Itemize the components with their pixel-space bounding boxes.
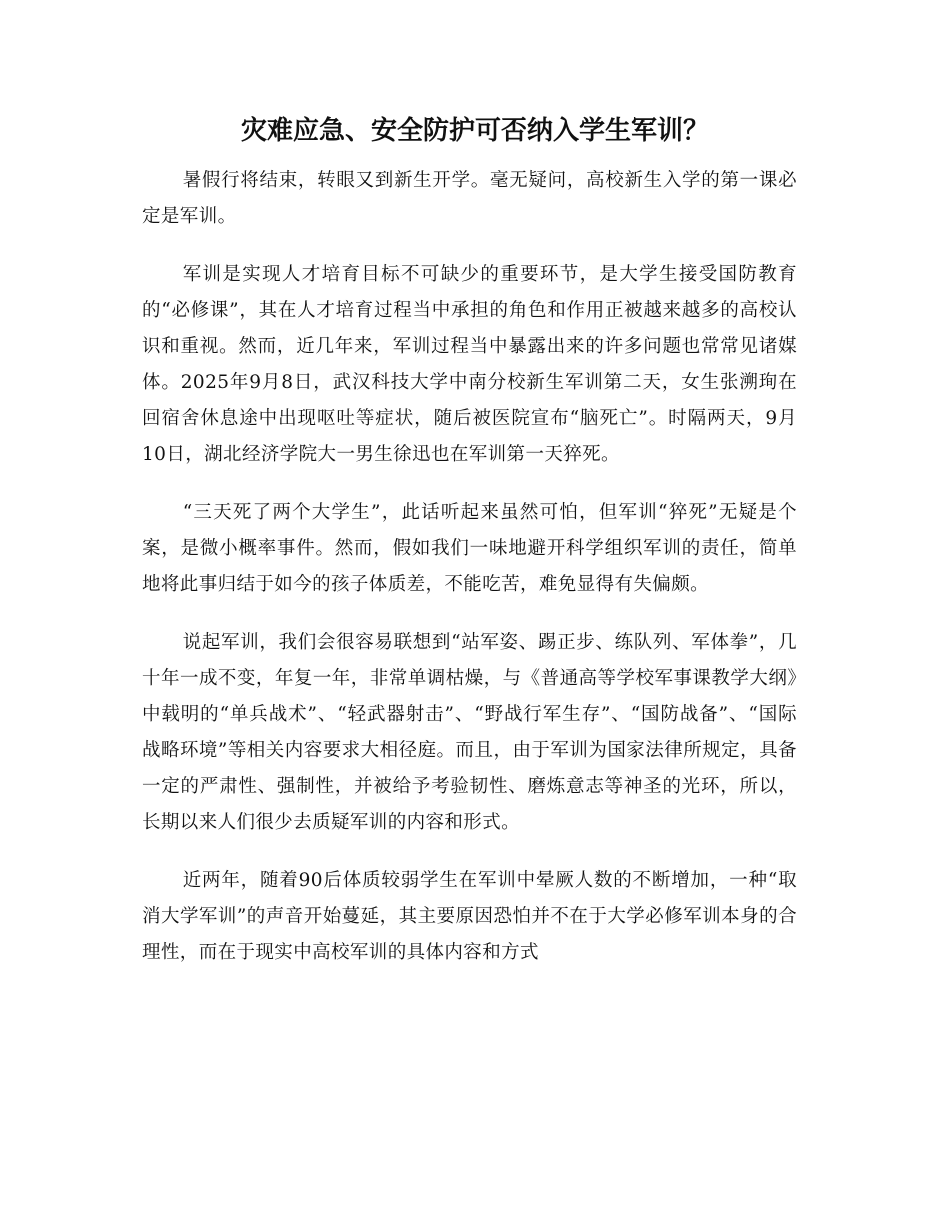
paragraph-1: 暑假行将结束，转眼又到新生开学。毫无疑问，高校新生入学的第一课必定是军训。 xyxy=(142,170,797,227)
document-body xyxy=(142,163,797,993)
paragraph-3: “三天死了两个大学生”，此话听起来虽然可怕，但军训“猝死”无疑是个案，是微小概率事件。然而，假如我们一味地避开科学组织军训的责任，简单地将此事归结于如今的孩子体质差，不能吃苦，难免显得有失偏颇。 xyxy=(142,502,797,595)
paragraph-5: 近两年，随着90后体质较弱学生在军训中晕厥人数的不断增加，一种“取消大学军训”的声音开始蔓延，其主要原因恐怕并不在于大学必修军训本身的合理性，而在于现实中高校军训的具体内容和方式 xyxy=(142,870,797,963)
paragraph-2: 军训是实现人才培育目标不可缺少的重要环节，是大学生接受国防教育的“必修课”，其在人才培育过程当中承担的角色和作用正被越来越多的高校认识和重视。然而，近几年来，军训过程当中暴露出来的许多问题也常常见诸媒体。2025年9月8日，武汉科技大学中南分校新生军训第二天，女生张溯珣在回宿舍休息途中出现呕吐等症状，随后被医院宣布“脑死亡”。时隔两天，9月10日，湖北经济学院大一男生徐迅也在军训第一天猝死。 xyxy=(142,264,797,465)
paragraph-4: 说起军训，我们会很容易联想到“站军姿、踢正步、练队列、军体拳”，几十年一成不变，年复一年，非常单调枯燥，与《普通高等学校军事课教学大纲》中载明的“单兵战术”、“轻武器射击”、“野战行军生存”、“国防战备”、“国际战略环境”等相关内容要求大相径庭。而且，由于军训为国家法律所规定，具备一定的严肃性、强制性，并被给予考验韧性、磨炼意志等神圣的光环，所以，长期以来人们很少去质疑军训的内容和形式。 xyxy=(142,632,797,833)
document-title: 灾难应急、安全防护可否纳入学生军训？ xyxy=(240,116,709,146)
